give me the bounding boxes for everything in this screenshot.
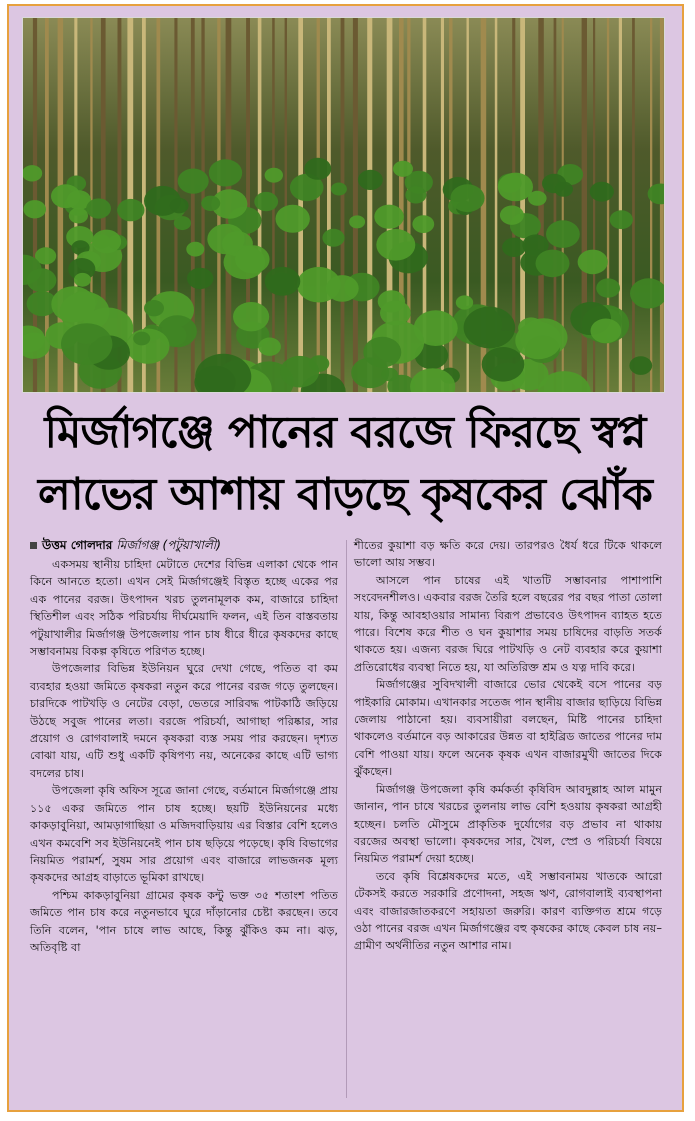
betel-leaf	[322, 229, 344, 247]
paragraph: পশ্চিম কাকড়াবুনিয়া গ্রামের কৃষক কন্টু ভক্ত ৩৫ শতাংশ পতিত জমিতে পান চাষ করে নতুনভাবে ঘুরে দাঁড়ানোর চেষ্টা করছেন। তবে তিনি বলেন, 'পান চাষে লাভ আছে, কিন্তু ঝুঁকিও কম না। ঝড়, অতিবৃষ্টি বা	[30, 888, 338, 954]
betel-leaf	[297, 267, 341, 303]
bamboo-pole	[367, 18, 372, 393]
betel-leaf	[144, 186, 181, 216]
betel-leaf	[265, 267, 301, 296]
bamboo-pole	[650, 18, 652, 393]
column-divider	[346, 540, 347, 1098]
betel-leaf	[23, 200, 46, 218]
betel-leaf	[144, 300, 164, 316]
betel-leaf	[276, 205, 310, 233]
headline-line-2: লাভের আশায় বাড়ছে কৃষকের ঝোঁক	[38, 469, 652, 520]
paragraph: উপজেলার বিভিন্ন ইউনিয়ন ঘুরে দেখা গেছে, পতিত বা কম ব্যবহার হওয়া জমিতে কৃষকরা নতুন করে পানের বরজ গড়ে তুলছেন। চারদিকে পাটখড়ি ও নেটের বেড়া, ভেতরে সারিবদ্ধ পাটকাঠি জড়িয়ে উঠছে সবুজ পানের লতা। বরজে পরিচর্যা, আগাছা পরিষ্কার, সার প্রয়োগ ও রোগবালাই দমনে কৃষকরা ব্যস্ত সময় পার করছেন। দৃশ্যত বোঝা যায়, এটি শুধু একটি কৃষিপণ্য নয়, অনেকের কাছে এটি ভাগ্য বদলের চাষ।	[30, 662, 338, 780]
betel-leaf	[381, 368, 398, 382]
betel-leaf	[374, 205, 404, 229]
betel-leaf	[498, 173, 533, 202]
betel-leaf	[349, 215, 365, 228]
betel-leaf	[201, 196, 220, 211]
betel-leaf	[27, 268, 57, 292]
betel-leaf	[69, 208, 88, 224]
betel-leaf	[233, 302, 269, 331]
betel-leaf	[280, 356, 319, 388]
betel-leaf	[331, 183, 347, 196]
betel-leaf	[51, 184, 80, 208]
betel-leaf	[235, 245, 270, 273]
betel-leaf	[380, 301, 411, 326]
betel-leaf	[546, 220, 580, 248]
betel-leaf	[450, 184, 484, 212]
betel-leaf	[187, 268, 213, 289]
betel-leaf	[117, 199, 144, 221]
betel-leaf	[590, 182, 614, 202]
betel-leaf	[254, 192, 278, 211]
betel-leaf	[456, 295, 473, 309]
betel-leaf	[265, 168, 283, 183]
betel-leaf	[629, 356, 652, 375]
headline-line-1: মির্জাগঞ্জে পানের বরজে ফিরছে স্বপ্ন	[44, 407, 646, 458]
byline	[30, 537, 221, 557]
betel-leaf	[178, 169, 209, 194]
betel-leaf	[412, 215, 434, 233]
betel-leaf	[186, 242, 204, 257]
paragraph: শীতের কুয়াশা বড় ক্ষতি করে দেয়। তারপরও ধৈর্য ধরে টিকে থাকলে ভালো আয় সম্ভব।	[354, 539, 662, 570]
paragraph: একসময় স্থানীয় চাহিদা মেটাতে দেশের বিভিন্ন এলাকা থেকে পান কিনে আনতে হতো। এখন সেই মির্জাগঞ্জেই বিস্তৃত হচ্ছে একের পর এক পানের বরজ। উৎপাদন খরচ তুলনামূলক কম, বাজারে চাহিদা স্থিতিশীল এবং সঠিক পরিচর্যায় দীর্ঘমেয়াদি ফলন, এই তিন বাস্তবতায় পটুয়াখালীর মির্জাগঞ্জ উপজেলায় পান চাষ ধীরে ধীরে কৃষকদের কাছে সম্ভাবনাময় বিকল্প কৃষিতে পরিণত হচ্ছে।	[30, 558, 338, 659]
bamboo-pole	[660, 18, 664, 393]
bamboo-pole	[317, 18, 320, 393]
betel-leaf	[500, 206, 524, 225]
betel-leaf	[414, 310, 458, 346]
betel-leaf	[502, 238, 526, 257]
betel-leaf	[209, 159, 242, 186]
bamboo-pole	[632, 18, 635, 393]
betel-leaf	[591, 319, 622, 344]
betel-leaf	[61, 323, 112, 365]
betel-garden-photo	[22, 17, 665, 393]
bamboo-pole	[353, 18, 358, 393]
bamboo-pole	[341, 18, 345, 393]
betel-leaf	[578, 250, 608, 275]
bullet-square-icon	[30, 542, 37, 549]
betel-leaf	[393, 161, 413, 177]
paragraph: আসলে পান চাষের এই খাতটি সম্ভাবনার পাশাপাশি সংবেদনশীলও। একবার বরজ তৈরি হলে বছরের পর বছর পাতা তোলা যায়, কিন্তু আবহাওয়ার সামান্য বিরূপ প্রভাবেও উৎপাদন ব্যাহত হতে পারে। বিশেষ করে শীত ও ঘন কুয়াশার সময় চাষিদের বাড়তি সতর্ক থাকতে হয়। এজন্য বরজ ঘিরে পাটখড়ি ও নেট ব্যবহার করে কুয়াশা প্রতিরোধের ব্যবস্থা নিতে হয়, যা অতিরিক্ত শ্রম ও যত্ন দাবি করে।	[354, 573, 662, 674]
betel-leaf	[515, 322, 561, 359]
betel-leaf	[596, 278, 620, 297]
paragraph: উপজেলা কৃষি অফিস সূত্রে জানা গেছে, বর্তমানে মির্জাগঞ্জে প্রায় ১১৫ একর জমিতে পান চাষ হচ্ছে। ছয়টি ইউনিয়নের মধ্যে কাকড়াবুনিয়া, আমড়াগাছিয়া ও মজিদবাড়িয়ায় এর বিস্তার বেশি হলেও এখন কমবেশি সব ইউনিয়নেই পান চাষ ছড়িয়ে পড়েছে। কৃষি বিভাগের নিয়মিত পরামর্শ, সুষম সার প্রয়োগ এবং বাজারে লাভজনক মূল্য কৃষকদের আগ্রহ বাড়াতে ভূমিকা রাখছে।	[30, 784, 338, 885]
article-column-2	[354, 537, 662, 955]
betel-leaf-image	[23, 18, 665, 393]
bamboo-pole	[327, 18, 331, 393]
betel-leaf	[133, 332, 150, 346]
betel-leaf	[304, 158, 331, 180]
paragraph: মির্জাগঞ্জের সুবিদখালী বাজারে ভোর থেকেই বসে পানের বড় পাইকারি মোকাম। এখানকার সতেজ পান স্থানীয় বাজার ছাড়িয়ে বিভিন্ন জেলায় পাঠানো হয়। ব্যবসায়ীরা বলছেন, মিষ্টি পানের চাহিদা থাকলেও বর্তমানে বড় আকারের উন্নত বা হাইব্রিড জাতের পানের দাম বেশি পাওয়া যায়। ফলে অনেক কৃষক এখন বাজারমুখী জাতের দিকে ঝুঁকছেন।	[354, 678, 662, 779]
betel-leaf	[358, 170, 383, 190]
betel-leaf	[92, 230, 121, 254]
betel-leaf	[86, 198, 111, 218]
betel-leaf	[258, 338, 281, 356]
betel-leaf	[376, 229, 415, 261]
betel-leaf	[74, 273, 91, 287]
article-column-1	[30, 556, 338, 956]
bamboo-pole	[285, 18, 287, 393]
betel-leaf	[528, 191, 547, 206]
betel-leaf	[542, 174, 566, 194]
betel-leaf	[464, 307, 516, 349]
betel-leaf	[405, 186, 426, 203]
betel-leaf	[363, 337, 401, 368]
betel-leaf	[610, 210, 633, 229]
bamboo-pole	[298, 18, 303, 393]
reporter-name: উত্তম গোলদার	[42, 538, 113, 552]
paragraph: মির্জাগঞ্জ উপজেলা কৃষি কর্মকর্তা কৃষিবিদ আবদুল্লাহ আল মামুন জানান, পান চাষে খরচের তুলনায় লাভ বেশি হওয়ায় কৃষকরা আগ্রহী হচ্ছেন। চলতি মৌসুমে প্রাকৃতিক দুর্যোগের বড় প্রভাব না থাকায় বরজের অবস্থা ভালো। কৃষকদের সার, খৈল, স্প্রে ও পরিচর্যা বিষয়ে নিয়মিত পরামর্শ দেয়া হচ্ছে।	[354, 782, 662, 866]
betel-leaf	[482, 347, 525, 382]
reporter-location: মির্জাগঞ্জ (পটুয়াখালী)	[116, 538, 221, 552]
headline	[20, 402, 670, 526]
betel-leaf	[207, 224, 244, 254]
betel-leaf	[536, 250, 570, 278]
paragraph: তবে কৃষি বিশ্লেষকদের মতে, এই সম্ভাবনাময় খাতকে আরো টেকসই করতে সরকারি প্রণোদনা, সহজ ঋণ, রোগবালাই ব্যবস্থাপনা এবং বাজারজাতকরণে সহায়তা জরুরি। কারণ ব্যক্তিগত শ্রমে গড়ে ওঠা পানের বরজ এখন মির্জাগঞ্জের বহু কৃষকের কাছে কেবল চাষ নয়– গ্রামীণ অর্থনীতির নতুন আশার নাম।	[354, 869, 662, 953]
